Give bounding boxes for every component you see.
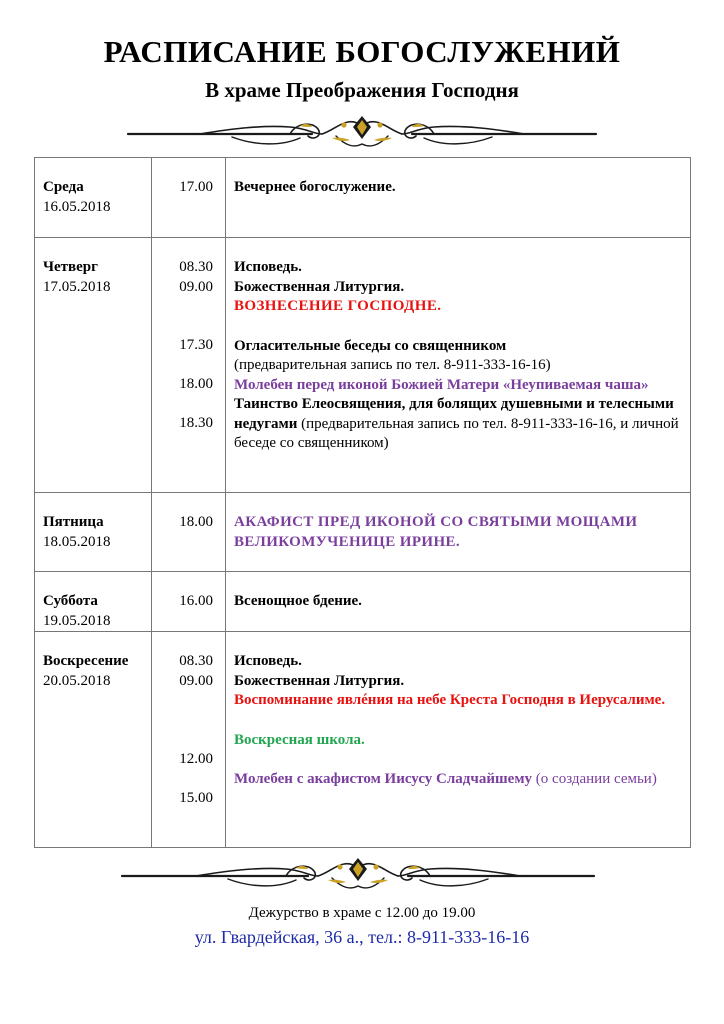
service-time: 17.30 <box>179 337 213 353</box>
day-cell <box>35 572 152 632</box>
service-time: 16.00 <box>179 593 213 609</box>
day-date: 17.05.2018 <box>43 278 111 295</box>
day-name: Пятница <box>43 514 104 530</box>
day-row-saturday <box>35 572 691 632</box>
service-event: Исповедь. <box>234 259 302 275</box>
feast-title: ВОЗНЕСЕНИЕ ГОСПОДНЕ. <box>234 298 442 314</box>
service-event: Божественная Литургия. <box>234 278 405 295</box>
page-title: РАСПИСАНИЕ БОГОСЛУЖЕНИЙ <box>103 34 621 69</box>
time-cell <box>152 572 226 632</box>
events-cell <box>226 158 691 238</box>
service-time: 18.00 <box>179 514 213 530</box>
service-note: (о создании семьи) <box>532 771 657 787</box>
service-note: (предварительная запись по тел. 8-911-333-16-16) <box>234 357 551 373</box>
service-event-with-note <box>234 395 682 454</box>
service-event: АКАФИСТ ПРЕД ИКОНОЙ СО СВЯТЫМИ МОЩАМИ ВЕЛИКОМУЧЕНИЦЕ ИРИНЕ. <box>234 514 638 550</box>
time-cell <box>152 493 226 572</box>
day-row-wednesday <box>35 158 691 238</box>
feast-title: Воспоминание явлéния на небе Креста Господня в Иерусалиме. <box>234 692 666 708</box>
events-cell <box>226 238 691 493</box>
service-time: 18.00 <box>179 376 213 392</box>
service-event: Всенощное бдение. <box>234 593 362 609</box>
service-event: Воскресная школа. <box>234 731 365 748</box>
day-date: 16.05.2018 <box>43 198 111 215</box>
duty-hours: Дежурство в храме с 12.00 до 19.00 <box>248 905 476 921</box>
events-cell <box>226 572 691 632</box>
events-cell <box>226 493 691 572</box>
day-name: Среда <box>43 179 84 195</box>
service-time: 09.00 <box>179 672 213 689</box>
day-date: 19.05.2018 <box>43 612 111 629</box>
service-note: (предварительная запись по тел. 8-911-333-16-16, и личной беседе со священником) <box>234 415 679 451</box>
time-cell <box>152 238 226 493</box>
service-time: 17.00 <box>179 179 213 195</box>
service-time: 15.00 <box>179 790 213 806</box>
day-name: Четверг <box>43 259 98 275</box>
service-time: 18.30 <box>179 415 213 431</box>
day-cell <box>35 158 152 238</box>
service-event: Вечернее богослужение. <box>234 179 396 195</box>
time-cell <box>152 632 226 848</box>
day-name: Суббота <box>43 593 98 609</box>
service-event: Таинство Елеосвящения, для болящих душевными и телесными недугами <box>234 396 674 432</box>
ornament-divider-top <box>0 110 724 154</box>
ornament-divider-bottom <box>0 852 724 896</box>
day-cell <box>35 632 152 848</box>
day-cell <box>35 238 152 493</box>
schedule-table <box>34 157 691 848</box>
service-event: Молебен с акафистом Иисусу Сладчайшему <box>234 771 533 787</box>
service-time: 08.30 <box>179 653 213 669</box>
day-date: 20.05.2018 <box>43 672 111 689</box>
address-phone: ул. Гвардейская, 36 а., тел.: 8-911-333-16-16 <box>194 927 530 947</box>
service-time: 12.00 <box>179 750 213 767</box>
service-event: Исповедь. <box>234 653 302 669</box>
events-cell <box>226 632 691 848</box>
page-subtitle: В храме Преображения Господня <box>205 78 519 102</box>
time-cell <box>152 158 226 238</box>
service-event-with-note <box>234 770 682 790</box>
day-cell <box>35 493 152 572</box>
day-row-thursday <box>35 238 691 493</box>
service-time: 09.00 <box>179 278 213 295</box>
day-name: Воскресение <box>43 653 129 669</box>
day-date: 18.05.2018 <box>43 533 111 550</box>
service-time: 08.30 <box>179 259 213 275</box>
day-row-friday <box>35 493 691 572</box>
service-event: Божественная Литургия. <box>234 672 405 689</box>
day-row-sunday <box>35 632 691 848</box>
service-event: Молебен перед иконой Божией Матери «Неупиваемая чаша» <box>234 376 649 393</box>
service-event: Огласительные беседы со священником <box>234 337 507 354</box>
